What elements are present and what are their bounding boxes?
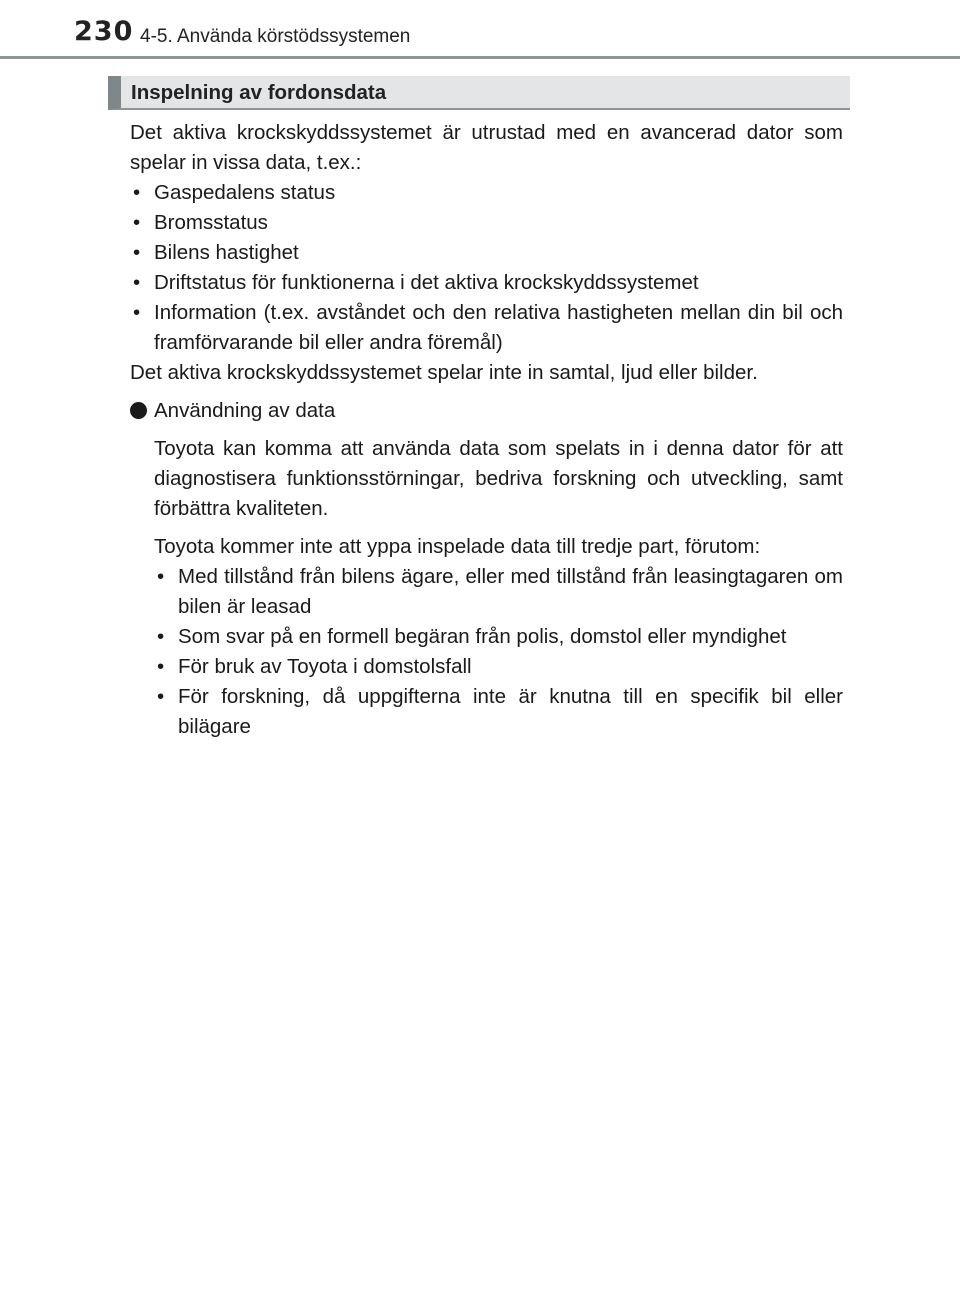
bullet-icon: • (133, 301, 141, 324)
filled-circle-icon (130, 402, 147, 419)
section-heading: Inspelning av fordonsdata (108, 76, 850, 110)
usage-heading: Användning av data (130, 396, 843, 426)
list-item: • Som svar på en formell begäran från polis, domstol eller myndighet (154, 622, 843, 652)
list-item: • Gaspedalens status (130, 178, 843, 208)
list-item: • Bilens hastighet (130, 238, 843, 268)
usage-paragraph: Toyota kan komma att använda data som spelats in i denna dator för att diagnostisera funktionsstörningar, bedriva forskning och utveckling, samt förbättra kvaliteten. (154, 437, 843, 520)
disclosure-intro: Toyota kommer inte att yppa inspelade data till tredje part, förutom: (154, 535, 761, 558)
list-item: • För bruk av Toyota i domstolsfall (154, 652, 843, 682)
bullet-icon: • (133, 271, 141, 294)
content (130, 118, 843, 742)
bullet-icon: • (133, 241, 141, 264)
header-rule (0, 56, 960, 59)
no-audio-note: Det aktiva krockskyddssystemet spelar inte in samtal, ljud eller bilder. (130, 361, 758, 384)
chapter-title: 4-5. Använda körstödssystemen (140, 26, 411, 47)
bullet-icon: • (157, 625, 165, 648)
intro-paragraph: Det aktiva krockskyddssystemet är utrustad med en avancerad dator som spelar in vissa data, t.ex.: (130, 121, 843, 174)
usage-body (130, 434, 843, 742)
bullet-icon: • (157, 655, 165, 678)
list-item: • Bromsstatus (130, 208, 843, 238)
list-item: • Driftstatus för funktionerna i det aktiva krockskyddssystemet (130, 268, 843, 298)
recorded-items-list (130, 178, 843, 358)
exceptions-list (154, 562, 843, 742)
list-item: • Med tillstånd från bilens ägare, eller med tillstånd från leasingtagaren om bilen är leasad (154, 562, 843, 622)
bullet-icon: • (133, 211, 141, 234)
bullet-icon: • (157, 685, 165, 708)
bullet-icon: • (133, 181, 141, 204)
list-item: • Information (t.ex. avståndet och den relativa hastigheten mellan din bil och framförvarande bil eller andra föremål) (130, 298, 843, 358)
page-number: 230 (74, 16, 134, 47)
bullet-icon: • (157, 565, 165, 588)
list-item: • För forskning, då uppgifterna inte är knutna till en specifik bil eller bilägare (154, 682, 843, 742)
